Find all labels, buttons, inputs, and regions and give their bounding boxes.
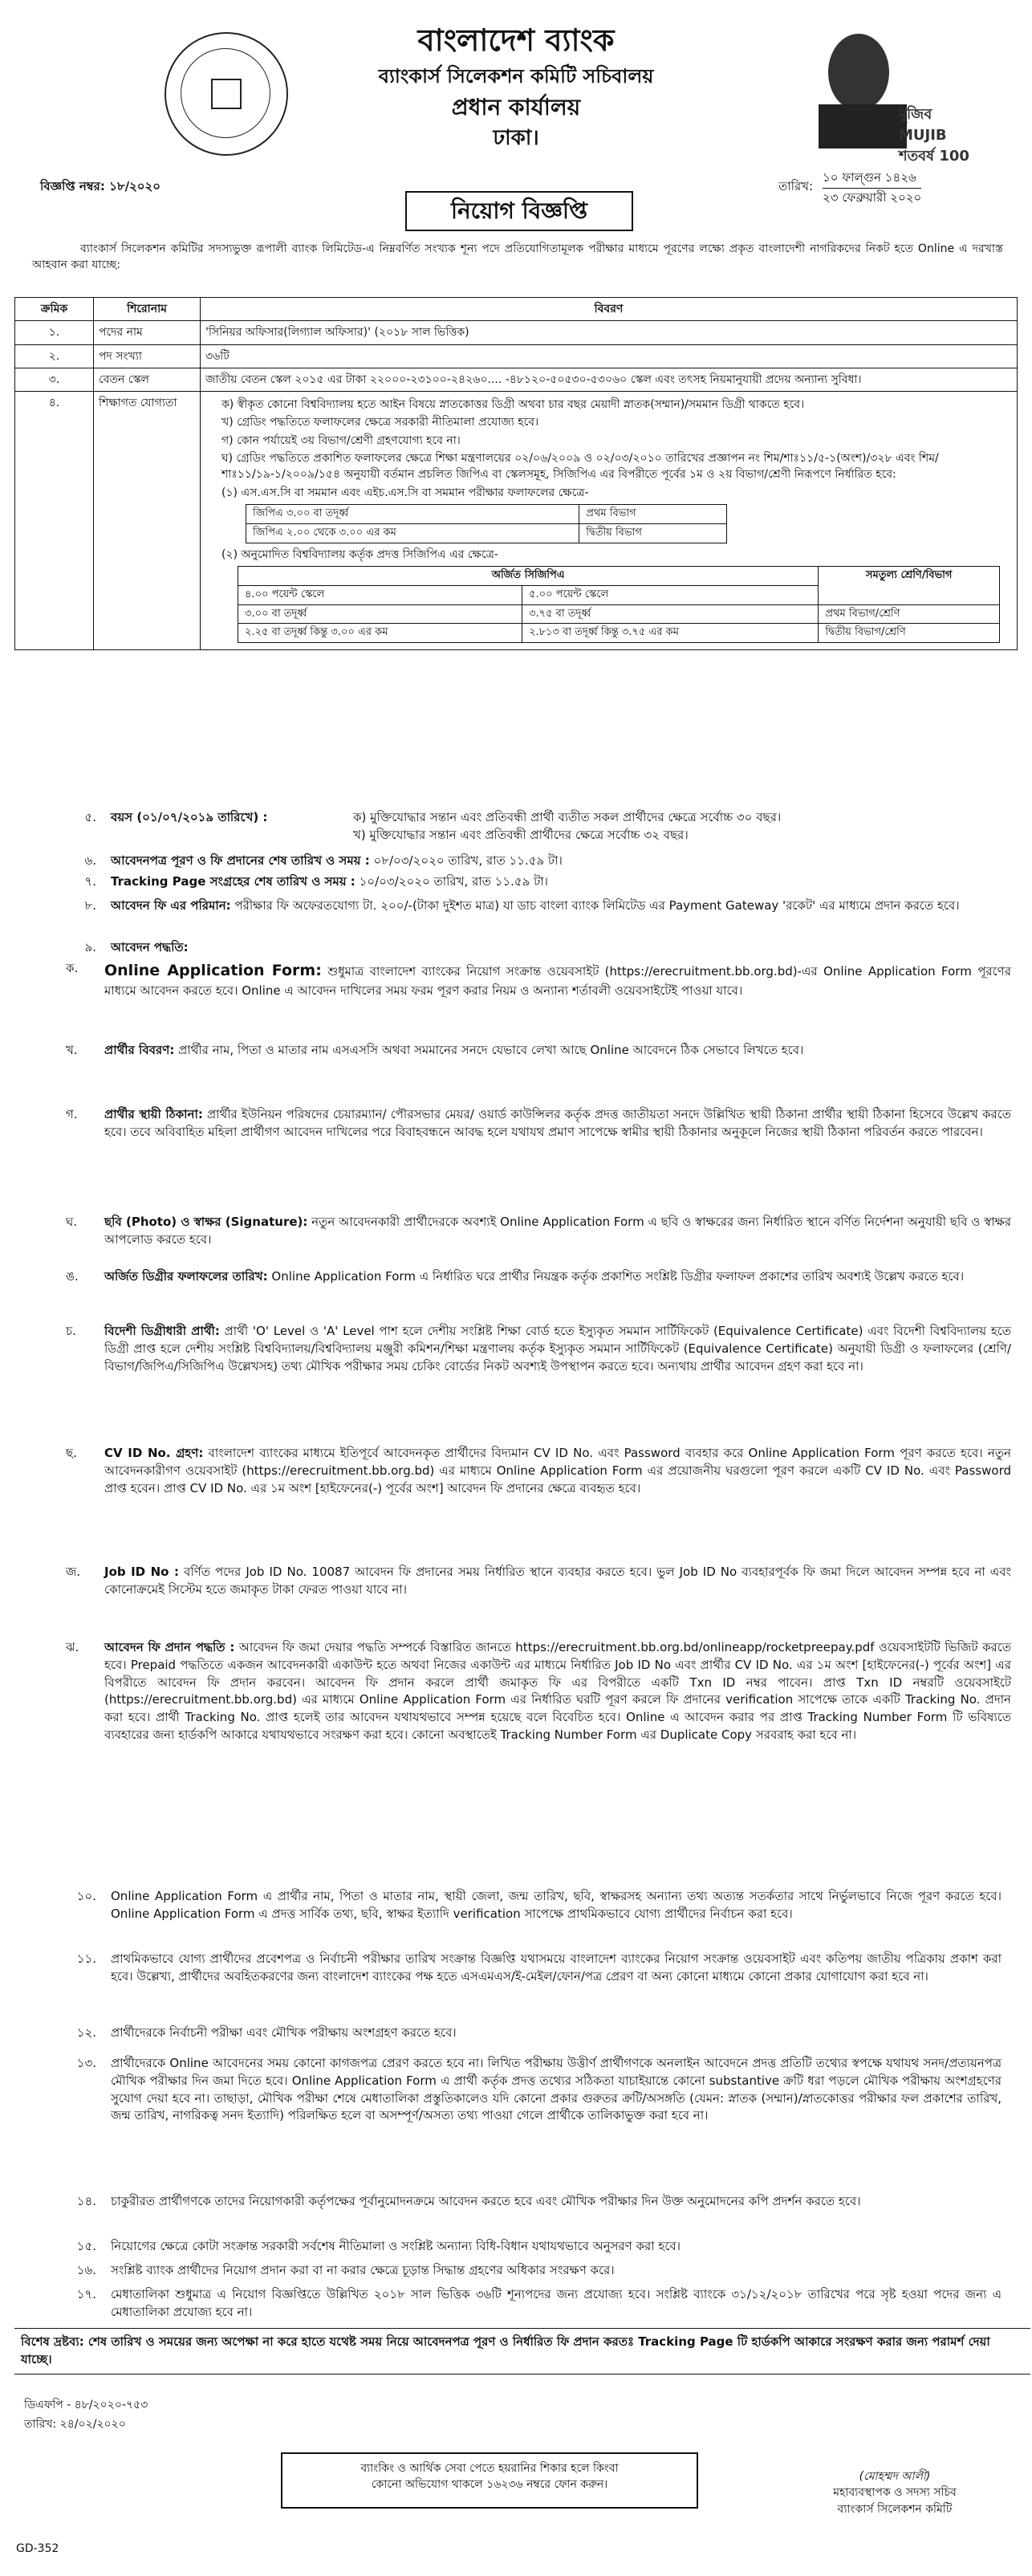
helpline-box <box>281 2452 698 2509</box>
row-title: পদ সংখ্যা <box>94 344 201 368</box>
section-text: পরীক্ষার ফি অফেরতযোগ্য টা. ২০০/-(টাকা দুইশত মাত্র) যা ডাচ বাংলা ব্যাংক লিমিটেড এর Payment Gateway 'রকেট' এর মাধ্যমে প্রদান করতে হবে। <box>234 898 960 913</box>
item-marker: ছ. <box>66 1446 77 1460</box>
footer-date: তারিখ: ২৪/০২/২০২০ <box>24 2417 126 2431</box>
uni-table <box>238 566 1000 643</box>
item-head: প্রার্থীর বিবরণ: <box>104 1043 175 1057</box>
item-head: ছবি (Photo) ও স্বাক্ষর (Signature): <box>104 1215 308 1229</box>
city-name: ঢাকা। <box>493 126 539 150</box>
qualification-cell <box>201 392 1018 650</box>
method-item <box>66 960 1011 999</box>
uni-head: সমতুল্য শ্রেণি/বিভাগ <box>819 566 1000 604</box>
date-english: ২৩ ফেব্রুয়ারী ২০২০ <box>823 189 922 205</box>
item-head: বিদেশী ডিগ্রীধারী প্রার্থী: <box>104 1324 220 1338</box>
method-item <box>66 1323 1011 1375</box>
section-text: ১০/০৩/২০২০ তারিখ, রাত ১১.৫৯ টা। <box>359 874 548 889</box>
clause-number: ১২. <box>76 2025 96 2040</box>
clause-item <box>32 1951 1011 1986</box>
table-header: ক্রমিক <box>15 298 94 321</box>
item-text: প্রার্থী 'O' Level ও 'A' Level পাশ হলে দেশীয় সংশ্লিষ্ট শিক্ষা বোর্ড হতে ইস্যুকৃত সমমান সার্টিফিকেট (Equivalence Certificate) এবং বিদেশী বিশ্ববিদ্যালয় হতে ডিগ্রী প্রাপ্ত হলে দেশীয় সংশ্লিষ্ট বিশ্ববিদ্যালয়/বিশ্ববিদ্যালয় মঞ্জুরী কমিশন/শিক্ষা মন্ত্রণালয় কর্তৃক ইস্যুকৃত সমমান সার্টিফিকেট (Equivalence Certificate) অনুযায়ী ডিগ্রী ও ফলাফলের (শ্রেণি/ বিভাগ/জিপিএ/সিজিপিএ উল্লেখসহ) তথ্য মৌখিক পরীক্ষার সময় চেকিং বোর্ডের নিকট অবশ্যই উপস্থাপন করতে হবে। অন্যথায় প্রার্থীর আবেদন গ্রহণ করা হবে না। <box>104 1324 1011 1373</box>
table-row <box>15 392 1018 650</box>
clause-number: ১৫. <box>76 2239 96 2253</box>
helpline-line: ব্যাংকিং ও আর্থিক সেবা পেতে হয়রানির শিকার হলে কিংবা <box>360 2462 619 2475</box>
section-text: ০৮/০৩/২০২০ তারিখ, রাত ১১.৫৯ টা। <box>373 853 563 868</box>
row-desc: 'সিনিয়র অফিসার(লিগ্যাল অফিসার)' (২০১৮ সাল ভিত্তিক) <box>201 321 1018 344</box>
ssc-cell: দ্বিতীয় বিভাগ <box>579 523 727 543</box>
dfp-number: ডিএফপি - ৪৮/২০২০-৭৫৩ <box>24 2399 148 2411</box>
item-marker: ঝ. <box>66 1640 79 1654</box>
item-marker: চ. <box>66 1324 76 1338</box>
section-label: Tracking Page সংগ্রহের শেষ তারিখ ও সময় : <box>111 874 356 889</box>
mujib-logo-text: মুজিব MUJIB শতবর্ষ 100 <box>899 106 969 165</box>
notice-banner: নিয়োগ বিজ্ঞপ্তি <box>405 191 633 231</box>
item-head: Online Application Form: <box>104 962 322 979</box>
section-method <box>32 939 1011 957</box>
method-item <box>66 1639 1011 1744</box>
item-marker: গ. <box>66 1107 78 1121</box>
method-item <box>66 1214 1011 1249</box>
footer-left <box>24 2396 148 2435</box>
special-note: বিশেষ দ্রষ্টব্য: শেষ তারিখ ও সময়ের জন্য অপেক্ষা না করে হাতে যথেষ্ট সময় নিয়ে আবেদনপত্র পূরণ ও নির্ধারিত ফি প্রদান করতঃ Tracking Page টি হার্ডকপি আকারে সংরক্ষণ করার জন্য পরামর্শ দেয়া যাচ্ছে। <box>14 2328 1030 2375</box>
method-item <box>66 1106 1011 1141</box>
table-row <box>15 321 1018 344</box>
method-item <box>66 1445 1011 1497</box>
qualification-item: গ) কোন পর্যায়েই ৩য় বিভাগ/শ্রেণী গ্রহণযোগ্য হবে না। <box>221 433 461 447</box>
ssc-caption: (১) এস.এস.সি বা সমমান এবং এইচ.এস.সি বা সমমান পরীক্ষার ফলাফলের ক্ষেত্রে- <box>221 486 589 499</box>
row-title: শিক্ষাগত যোগ্যতা <box>94 392 201 650</box>
signatory-title: মহাব্যবস্থাপক ও সদস্য সচিব <box>833 2486 957 2500</box>
clause-number: ১৩. <box>76 2056 96 2070</box>
clause-text: Online Application Form এ প্রার্থীর নাম, পিতা ও মাতার নাম, স্থায়ী জেলা, জন্ম তারিখ, ছবি, স্বাক্ষরসহ অন্যান্য তথ্য অত্যন্ত সতর্কতার সাথে নির্ভুলভাবে নিজে পূরণ করতে হবে। Online Application Form এ প্রদত্ত সার্বিক তথ্য, ছবি, স্বাক্ষর ইত্যাদি verification সাপেক্ষে প্রাথমিকভাবে যোগ্য প্রার্থীদের নির্বাচন করা হবে। <box>111 1889 1002 1921</box>
uni-cell: ৩.৭৫ বা তদূর্ধ্ব <box>522 604 819 624</box>
uni-sub: ৫.০০ পয়েন্ট স্কেলে <box>522 585 819 604</box>
office-name: প্রধান কার্যালয় <box>451 94 581 120</box>
helpline-line: কোনো অভিযোগ থাকলে ১৬২৩৬ নম্বরে ফোন করুন। <box>371 2478 608 2492</box>
section-tracking <box>32 873 1011 891</box>
intro-paragraph: ব্যাংকার্স সিলেকশন কমিটির সদস্যভুক্ত রূপালী ব্যাংক লিমিটেড-এ নিম্নবর্ণিত সংখ্যক শূন্য পদে প্রতিযোগিতামূলক পরীক্ষার মাধ্যমে পূরণের লক্ষ্যে প্রকৃত বাংলাদেশী নাগরিকদের নিকট হতে Online এ দরখাস্ত আহবান করা যাচ্ছে: <box>32 242 1003 272</box>
row-serial: ৪. <box>15 392 94 650</box>
uni-head: অর্জিত সিজিপিএ <box>238 566 819 585</box>
ssc-table <box>246 504 727 543</box>
qualification-item: ক) স্বীকৃত কোনো বিশ্ববিদ্যালয় হতে আইন বিষয়ে স্নাতকোত্তর ডিগ্রী অথবা চার বছর মেয়াদী স্নাতক(সম্মান)/সমমান ডিগ্রী থাকতে হবে। <box>221 398 805 412</box>
table-header: শিরোনাম <box>94 298 201 321</box>
row-title: বেতন স্কেল <box>94 368 201 391</box>
uni-cell: ২.৮১৩ বা তদূর্ধ্ব কিন্তু ৩.৭৫ এর কম <box>522 624 819 643</box>
qualification-item: খ) গ্রেডিং পদ্ধতিতে ফলাফলের ক্ষেত্রে সরকারী নীতিমালা প্রযোজ্য হবে। <box>221 416 539 429</box>
section-label: আবেদনপত্র পূরণ ও ফি প্রদানের শেষ তারিখ ও সময় : <box>111 853 370 868</box>
signatory-name: (মোহম্মদ আলী) <box>859 2470 931 2483</box>
method-item <box>66 1268 1011 1286</box>
signature-block <box>802 2468 987 2517</box>
uni-sub: ৪.০০ পয়েন্ট স্কেলে <box>238 585 522 604</box>
item-head: প্রার্থীর স্থায়ী ঠিকানা: <box>104 1107 203 1121</box>
uni-cell: ২.২৫ বা তদূর্ধ্ব কিন্তু ৩.০০ এর কম <box>238 624 522 643</box>
item-marker: ঘ. <box>66 1215 78 1229</box>
section-number: ৫. <box>84 810 96 824</box>
date-bangla: ১০ ফাল্গুন ১৪২৬ <box>823 169 921 189</box>
clause-item <box>32 2193 1011 2211</box>
notice-number: বিজ্ঞপ্তি নম্বর: ১৮/২০২০ <box>40 179 161 193</box>
item-text: নতুন আবেদনকারী প্রার্থীদেরকে অবশ্যই Online Application Form এ ছবি ও স্বাক্ষরের জন্য নির্ধারিত স্থানে বর্ণিত নির্দেশনা অনুযায়ী ছবি ও স্বাক্ষর আপলোড করতে হবে। <box>104 1215 1011 1247</box>
gd-code: GD-352 <box>16 2542 59 2555</box>
clause-number: ১৭. <box>76 2287 96 2301</box>
clause-text: সংশ্লিষ্ট ব্যাংক প্রার্থীদের নিয়োগ প্রদান করা বা না করার ক্ষেত্রে চূড়ান্ত সিদ্ধান্ত গ্রহণের অধিকার সংরক্ষণ করে। <box>111 2263 615 2277</box>
item-text: বাংলাদেশ ব্যাংকের মাধ্যমে ইতিপূর্বে আবেদনকৃত প্রার্থীদের বিদ্যমান CV ID No. এবং Password ব্যবহার করে Online Application Form পূরণ করতে হবে। নতুন আবেদনকারীগণ ওয়েবসাইট (https://erecruitment.bb.org.bd) এর মাধ্যমে Online Application Form এর প্রয়োজনীয় ঘরগুলো পূরণ করলে একটি CV ID No. এবং Password প্রাপ্ত হবেন। প্রাপ্ত CV ID No. এর ১ম অংশ [হাইফেনের(-) পূর্বের অংশ] আবেদন ফি প্রদানের ক্ষেত্রে ব্যবহৃত হবে। <box>104 1446 1011 1496</box>
item-text: প্রার্থীর ইউনিয়ন পরিষদের চেয়ারম্যান/ পৌরসভার মেয়র/ ওয়ার্ড কাউন্সিলর কর্তৃক প্রদত্ত জাতীয়তা সনদে উল্লিখিত স্থায়ী ঠিকানা প্রার্থীর স্থায়ী ঠিকানা হিসেবে উল্লেখ করতে হবে। তবে অবিবাহিত মহিলা প্রার্থীগণ আবেদন দাখিলের পরে বিবাহবন্ধনে আবদ্ধ হলে যথাযথ প্রমাণ সাপেক্ষে স্বামীর স্থায়ী ঠিকানার অনুকূলে নিজের স্থায়ী ঠিকানা পরিবর্তন করতে পারবেন। <box>104 1107 1011 1139</box>
item-marker: ঙ. <box>66 1269 79 1284</box>
job-details-table <box>14 297 1018 650</box>
item-text: প্রার্থীর নাম, পিতা ও মাতার নাম এসএসসি অথবা সমমানের সনদে যেভাবে লেখা আছে Online আবেদনে ঠিক সেভাবে লিখতে হবে। <box>178 1043 804 1057</box>
section-deadline <box>32 853 1011 870</box>
section-age <box>32 809 1011 844</box>
row-serial: ১. <box>15 321 94 344</box>
item-head: CV ID No. গ্রহণ: <box>104 1446 204 1460</box>
item-marker: জ. <box>66 1565 81 1579</box>
uni-cell: দ্বিতীয় বিভাগ/শ্রেণি <box>819 624 1000 643</box>
clause-number: ১০. <box>76 1889 96 1903</box>
age-rule: খ) মুক্তিযোদ্ধার সন্তান এবং প্রতিবন্ধী প্রার্থীদের ক্ষেত্রে সর্বোচ্চ ৩২ বছর। <box>353 827 689 842</box>
date-label: তারিখ: <box>778 179 814 193</box>
section-number: ৯. <box>84 940 96 954</box>
section-label: আবেদন ফি এর পরিমান: <box>111 898 231 913</box>
clause-number: ১৬. <box>76 2263 96 2277</box>
date-block <box>823 169 921 208</box>
section-label: আবেদন পদ্ধতি: <box>111 940 189 954</box>
clause-number: ১১. <box>76 1951 96 1966</box>
item-text: বর্ণিত পদের Job ID No. 10087 আবেদন ফি প্রদানের সময় নির্ধারিত স্থানে ব্যবহার করতে হবে। ভুল Job ID No ব্যবহারপূর্বক ফি জমা দিলে আবেদন সম্পন্ন হবে না এবং কোনোক্রমেই সিস্টেম হতে জমাকৃত টাকা ফেরত পাওয়া যাবে না। <box>104 1565 1011 1597</box>
row-serial: ৩. <box>15 368 94 391</box>
mujib-centenary-logo <box>802 16 979 165</box>
item-text: Online Application Form এ নির্ধারিত ঘরে প্রার্থীর নিয়ন্ত্রক কর্তৃক প্রকাশিত সংশ্লিষ্ট ডিগ্রীর ফলাফল প্রকাশের তারিখ অবশ্যই উল্লেখ করতে হবে। <box>271 1269 965 1284</box>
clause-text: নিয়োগের ক্ষেত্রে কোটা সংক্রান্ত সরকারী সর্বশেষ নীতিমালা ও সংশ্লিষ্ট অন্যান্য বিধি-বিধান যথাযথভাবে অনুসরণ করা হবে। <box>111 2239 681 2253</box>
bank-name: বাংলাদেশ ব্যাংক <box>417 22 615 58</box>
clause-text: প্রার্থীদেরকে নির্বাচনী পরীক্ষা এবং মৌখিক পরীক্ষায় অংশগ্রহণ করতে হবে। <box>111 2025 457 2040</box>
clause-item <box>32 2055 1011 2125</box>
item-head: আবেদন ফি প্রদান পদ্ধতি : <box>104 1640 235 1654</box>
committee-name: ব্যাংকার্স সিলেকশন কমিটি সচিবালয় <box>378 64 654 87</box>
uni-cell: প্রথম বিভাগ/শ্রেণি <box>819 604 1000 624</box>
signatory-title: ব্যাংকার্স সিলেকশন কমিটি <box>837 2502 953 2516</box>
item-head: Job ID No : <box>104 1565 179 1579</box>
qualification-item: ঘ) গ্রেডিং পদ্ধতিতে প্রকাশিত ফলাফলের ক্ষেত্রে শিক্ষা মন্ত্রণালয়ের ০২/০৬/২০০৯ ও ০২/০৩/২০১০ তারিখের প্রজ্ঞাপন নং শিম/শাঃ১১/৫-১(অংশ)/৩২৮ এবং শিম/শাঃ১১/১৯-১/২০০৯/১৫৪ অনুযায়ী বর্তমান প্রচলিত জিপিএ বা স্কেলসমূহ, সিজিপিএ এর বিপরীতে পূর্বের ১ম ও ২য় বিভাগ/শ্রেণী নিরূপণে নির্ধারিত হবে: <box>221 452 939 482</box>
section-label: বয়স (০১/০৭/২০১৯ তারিখে) : <box>111 810 268 824</box>
row-desc: ৩৬টি <box>201 344 1018 368</box>
table-row <box>15 344 1018 368</box>
ssc-cell: জিপিএ ২.০০ থেকে ৩.০০ এর কম <box>246 523 579 543</box>
clause-item <box>32 1888 1011 1923</box>
item-head: অর্জিত ডিগ্রীর ফলাফলের তারিখ: <box>104 1269 268 1284</box>
section-number: ৮. <box>84 898 96 913</box>
age-rule: ক) মুক্তিযোদ্ধার সন্তান এবং প্রতিবন্ধী প্রার্থী ব্যতীত সকল প্রার্থীদের ক্ষেত্রে সর্বোচ্চ ৩০ বছর। <box>353 809 782 824</box>
row-title: পদের নাম <box>94 321 201 344</box>
clause-text: প্রার্থীদেরকে Online আবেদনের সময় কোনো কাগজপত্র প্রেরণ করতে হবে না। লিখিত পরীক্ষায় উত্তীর্ণ প্রার্থীগণকে অনলাইন আবেদনে প্রদত্ত প্রতিটি তথ্যের স্বপক্ষে যথাযথ সনদ/প্রত্যয়নপত্র মৌখিক পরীক্ষার দিন জমা দিতে হবে। Online Application Form এ প্রার্থী কর্তৃক প্রদত্ত তথ্যের সঠিকতা যাচাইয়ান্তে কোনো substantive ক্রটি ধরা পড়লে মৌখিক পরীক্ষায় অংশগ্রহণের সুযোগ দেয়া হবে না। তাছাড়া, মৌখিক পরীক্ষা শেষে মেধাতালিকা প্রস্তুতিকালেও যদি কোনো প্রকার গুরুতর ক্রটি/অসঙ্গতি (যেমন: স্নাতক (সম্মান)/স্নাতকোত্তর পরীক্ষার ফল প্রকাশের তারিখ, জন্ম তারিখ, নাগরিকত্ব সনদ ইত্যাদি) পরিলক্ষিত হলে বা অসম্পূর্ণ/অসত্য তথ্য পাওয়া গেলে প্রার্থীকে তালিকাভুক্ত করা হবে না। <box>111 2056 1002 2123</box>
uni-cell: ৩.০০ বা তদূর্ধ্ব <box>238 604 522 624</box>
clause-item <box>32 2262 1011 2280</box>
method-item <box>66 1564 1011 1599</box>
method-item <box>66 1042 1011 1060</box>
clause-text: মেধাতালিকা শুধুমাত্র এ নিয়োগ বিজ্ঞপ্তিতে উল্লিখিত ২০১৮ সাল ভিত্তিক ৩৬টি শূন্যপদের জন্য প্রযোজ্য হবে। সংশ্লিষ্ট ব্যাংকে ৩১/১২/২০১৮ তারিখের পরে সৃষ্ট হওয়া পদের জন্য এ মেধাতালিকা প্রযোজ্য হবে না। <box>111 2287 1002 2319</box>
clause-item <box>32 2286 1011 2322</box>
clause-text: চাকুরীরত প্রার্থীগণকে তাদের নিয়োগকারী কর্তৃপক্ষের পূর্বানুমোদনক্রমে আবেদন করতে হবে এবং মৌখিক পরীক্ষার দিন উক্ত অনুমোদনের কপি প্রদর্শন করতে হবে। <box>111 2194 861 2208</box>
item-marker: খ. <box>66 1043 78 1057</box>
row-desc: জাতীয় বেতন স্কেল ২০১৫ এর টাকা ২২০০০-২৩১০০-২৪২৬০.... -৪৮১২০-৫০৫৩০-৫৩০৬০ স্কেল এবং তৎসহ নিয়মানুযায়ী প্রদেয় অন্যান্য সুবিধা। <box>201 368 1018 391</box>
ssc-cell: প্রথম বিভাগ <box>579 504 727 523</box>
clause-text: প্রাথমিকভাবে যোগ্য প্রার্থীদের প্রবেশপত্র ও নির্বাচনী পরীক্ষার তারিখ সংক্রান্ত বিজ্ঞপ্তি যথাসময়ে বাংলাদেশ ব্যাংকের নিয়োগ সংক্রান্ত ওয়েবসাইট এবং কতিপয় জাতীয় পত্রিকায় প্রকাশ করা হবে। উল্লেখ্য, প্রার্থীদের অবহিতকরণের জন্য বাংলাদেশ ব্যাংকের পক্ষ হতে এসএমএস/ই-মেইল/ফোন/পত্র প্রেরণ বা অন্য কোনো মাধ্যমে কোনো প্রকার যোগাযোগ করা হবে না। <box>111 1951 1002 1984</box>
table-row <box>15 368 1018 391</box>
ssc-cell: জিপিএ ৩.০০ বা তদূর্ধ্ব <box>246 504 579 523</box>
clause-number: ১৪. <box>76 2194 96 2208</box>
table-header: বিবরণ <box>201 298 1018 321</box>
section-number: ৭. <box>84 874 96 889</box>
item-marker: ক. <box>66 961 79 975</box>
row-serial: ২. <box>15 344 94 368</box>
clause-item <box>32 2238 1011 2256</box>
item-text: আবেদন ফি জমা দেয়ার পদ্ধতি সম্পর্কে বিস্তারিত জানতে https://erecruitment.bb.org.bd/onlineapp/rocketpreepay.pdf ওয়েবসাইটটি ভিজিট করতে হবে। Prepaid পদ্ধতিতে একজন আবেদনকারী একাউন্ট হতে অথবা নিজের একাউন্ট এর মাধ্যমে নির্ধারিত Job ID No এবং প্রার্থীর CV ID No. এর ১ম অংশ [হাইফেনের(-) পূর্বের অংশ] এর বিপরীতে আবেদন ফি প্রদান করবেন। আবেদন ফি প্রদান করলে প্রার্থী জমাকৃত ফি এর বিপরীতে একটি Txn ID নম্বর পাবেন। প্রাপ্ত Txn ID নম্বরটি ওয়েবসাইটে (https://erecruitment.bb.org.bd) এর মাধ্যমে Online Application Form এর নির্ধারিত ঘরটি পূরণ করলে ফি প্রদানের verification সাপেক্ষে তাকে একটি Tracking No. প্রদান করা হবে। প্রার্থী Tracking No. প্রাপ্ত হলেই তার আবেদন যথাযথভাবে সম্পন্ন হয়েছে বলে বিবেচিত হবে। Online এ আবেদন করার পর প্রাপ্ত Tracking Number Form টি ভবিষ্যতে ব্যবহারের জন্য হার্ডকপি আকারে যথাযথভাবে সংরক্ষণ করা হবে। কোনো অবস্থাতেই Tracking Number Form এর Duplicate Copy সরবরাহ করা হবে না। <box>104 1640 1011 1742</box>
clause-item <box>32 2025 1011 2042</box>
section-fee <box>32 897 1011 915</box>
item-text: শুধুমাত্র বাংলাদেশ ব্যাংকের নিয়োগ সংক্রান্ত ওয়েবসাইট (https://erecruitment.bb.org.bd)-এর Online Application Form পূরণের মাধ্যমে আবেদন করতে হবে। Online এ আবেদন দাখিলের সময় ফরম পূরণ করার নিয়ম ও অন্যান্য শর্তাবলী ওয়েবসাইটেই পাওয়া যাবে। <box>104 964 1011 998</box>
section-number: ৬. <box>84 853 96 868</box>
uni-caption: (২) অনুমোদিত বিশ্ববিদ্যালয় কর্তৃক প্রদত্ত সিজিপিএ এর ক্ষেত্রে- <box>221 547 498 561</box>
